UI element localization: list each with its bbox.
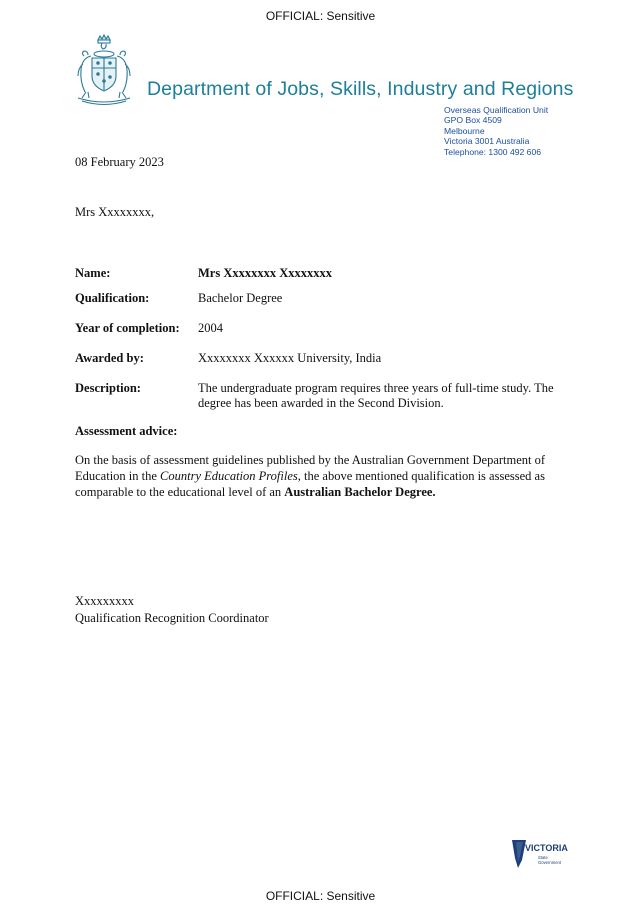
salutation: Mrs Xxxxxxxx, xyxy=(75,205,155,219)
advice-text-bold: Australian Bachelor Degree. xyxy=(284,485,436,499)
government-label: Government xyxy=(538,860,562,865)
awarded-label: Awarded by: xyxy=(75,351,144,365)
department-name: Department of Jobs, Skills, Industry and Regions xyxy=(147,78,574,100)
description-label: Description: xyxy=(75,381,141,395)
year-value: 2004 xyxy=(198,321,223,335)
coat-of-arms-icon xyxy=(72,34,136,106)
advice-text-part-2: , the above mentioned qualification is assessed as comparable to the educational level of an xyxy=(75,469,545,499)
address-state: Victoria 3001 Australia xyxy=(444,136,530,147)
letter-date: 08 February 2023 xyxy=(75,155,164,169)
address-unit: Overseas Qualification Unit xyxy=(444,105,549,115)
qualification-value: Bachelor Degree xyxy=(198,291,283,305)
state-label: State xyxy=(538,855,548,860)
classification-footer: OFFICIAL: Sensitive xyxy=(265,889,376,903)
address-city: Melbourne xyxy=(444,125,485,136)
awarded-value: Xxxxxxxx Xxxxxx University, India xyxy=(198,351,382,365)
signatory-title: Qualification Recognition Coordinator xyxy=(75,611,269,625)
victoria-state-government-icon xyxy=(512,838,574,872)
advice-text-part-1: On the basis of assessment guidelines published by the Australian Government Department of Education in the xyxy=(75,453,546,483)
description-value: The undergraduate program requires three years of full-time study. The degree has been awarded in the Second Division. xyxy=(198,381,554,410)
assessment-advice-heading: Assessment advice: xyxy=(75,424,178,438)
advice-text-italic: Country Education Profiles xyxy=(160,469,298,483)
qualification-label: Qualification: xyxy=(75,291,150,305)
address-telephone: Telephone: 1300 492 606 xyxy=(444,146,542,157)
signatory-name: Xxxxxxxxx xyxy=(75,594,135,608)
classification-header: OFFICIAL: Sensitive xyxy=(265,9,376,23)
return-address xyxy=(444,105,548,157)
assessment-advice-text xyxy=(75,452,575,500)
name-value: Mrs Xxxxxxxx Xxxxxxxx xyxy=(198,266,333,280)
address-po-box: GPO Box 4509 xyxy=(444,115,502,126)
victoria-wordmark: VICTORIA xyxy=(525,843,568,853)
name-label: Name: xyxy=(75,266,111,280)
year-label: Year of completion: xyxy=(75,321,180,335)
